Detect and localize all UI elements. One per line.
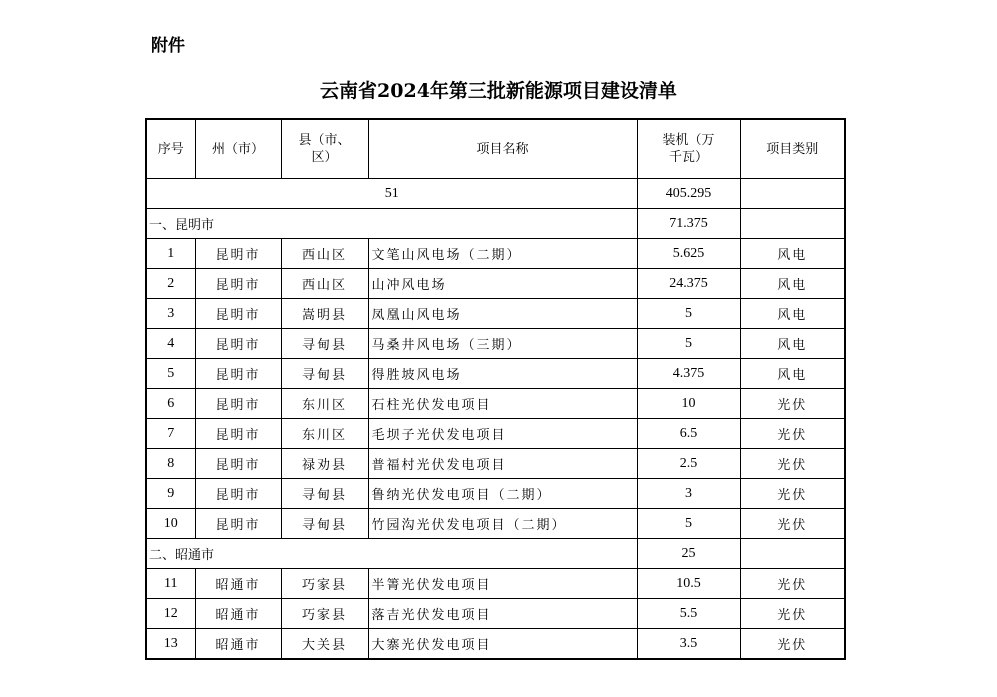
- row-county: 西山区: [281, 269, 368, 299]
- row-index: 10: [146, 509, 195, 539]
- row-category: 光伏: [740, 419, 845, 449]
- project-table: [145, 118, 846, 660]
- row-category: 光伏: [740, 449, 845, 479]
- row-project-name: 竹园沟光伏发电项目（二期）: [368, 509, 637, 539]
- header-category: 项目类别: [740, 119, 845, 179]
- row-index: 12: [146, 599, 195, 629]
- table-row: [146, 239, 845, 269]
- row-capacity: 5.5: [637, 599, 740, 629]
- row-category: 光伏: [740, 479, 845, 509]
- table-row: [146, 479, 845, 509]
- row-category: 光伏: [740, 629, 845, 660]
- row-project-name: 落吉光伏发电项目: [368, 599, 637, 629]
- row-index: 11: [146, 569, 195, 599]
- row-county: 巧家县: [281, 599, 368, 629]
- row-capacity: 10.5: [637, 569, 740, 599]
- row-capacity: 5: [637, 329, 740, 359]
- table-row: [146, 269, 845, 299]
- row-capacity: 6.5: [637, 419, 740, 449]
- table-row: [146, 629, 845, 660]
- table-row: [146, 329, 845, 359]
- row-county: 大关县: [281, 629, 368, 660]
- row-county: 巧家县: [281, 569, 368, 599]
- row-prefecture: 昆明市: [195, 419, 281, 449]
- section-row: [146, 209, 845, 239]
- row-project-name: 山冲风电场: [368, 269, 637, 299]
- row-index: 7: [146, 419, 195, 449]
- row-index: 2: [146, 269, 195, 299]
- row-index: 9: [146, 479, 195, 509]
- table-row: [146, 389, 845, 419]
- row-project-name: 半箐光伏发电项目: [368, 569, 637, 599]
- header-prefecture: 州（市）: [195, 119, 281, 179]
- table-row: [146, 569, 845, 599]
- row-capacity: 4.375: [637, 359, 740, 389]
- row-category: 风电: [740, 359, 845, 389]
- row-county: 东川区: [281, 419, 368, 449]
- row-project-name: 凤凰山风电场: [368, 299, 637, 329]
- row-category: 风电: [740, 299, 845, 329]
- row-index: 1: [146, 239, 195, 269]
- row-index: 3: [146, 299, 195, 329]
- row-capacity: 24.375: [637, 269, 740, 299]
- row-county: 禄劝县: [281, 449, 368, 479]
- header-county: 县（市、区）: [281, 119, 368, 179]
- row-project-name: 马桑井风电场（三期）: [368, 329, 637, 359]
- header-capacity: 装机（万千瓦）: [637, 119, 740, 179]
- total-category: [740, 179, 845, 209]
- row-prefecture: 昆明市: [195, 359, 281, 389]
- table-row: [146, 299, 845, 329]
- row-prefecture: 昭通市: [195, 629, 281, 660]
- row-prefecture: 昭通市: [195, 599, 281, 629]
- row-category: 风电: [740, 329, 845, 359]
- section-category: [740, 539, 845, 569]
- table-row: [146, 509, 845, 539]
- row-index: 5: [146, 359, 195, 389]
- section-category: [740, 209, 845, 239]
- row-county: 寻甸县: [281, 359, 368, 389]
- section-row: [146, 539, 845, 569]
- row-index: 13: [146, 629, 195, 660]
- row-county: 寻甸县: [281, 329, 368, 359]
- document-title: 云南省2024年第三批新能源项目建设清单: [320, 80, 677, 102]
- row-capacity: 5.625: [637, 239, 740, 269]
- row-index: 8: [146, 449, 195, 479]
- row-index: 4: [146, 329, 195, 359]
- row-county: 寻甸县: [281, 479, 368, 509]
- row-category: 光伏: [740, 599, 845, 629]
- row-project-name: 毛坝子光伏发电项目: [368, 419, 637, 449]
- row-category: 风电: [740, 269, 845, 299]
- row-category: 光伏: [740, 569, 845, 599]
- section-capacity: 25: [637, 539, 740, 569]
- row-project-name: 石柱光伏发电项目: [368, 389, 637, 419]
- row-county: 寻甸县: [281, 509, 368, 539]
- total-count: 51: [146, 179, 637, 209]
- row-category: 光伏: [740, 389, 845, 419]
- table-row: [146, 419, 845, 449]
- row-county: 嵩明县: [281, 299, 368, 329]
- section-name: 二、昭通市: [146, 539, 637, 569]
- row-capacity: 2.5: [637, 449, 740, 479]
- attachment-label: 附件: [151, 36, 185, 56]
- row-prefecture: 昆明市: [195, 479, 281, 509]
- row-capacity: 5: [637, 509, 740, 539]
- row-county: 西山区: [281, 239, 368, 269]
- row-capacity: 10: [637, 389, 740, 419]
- row-prefecture: 昆明市: [195, 329, 281, 359]
- row-capacity: 3.5: [637, 629, 740, 660]
- row-prefecture: 昆明市: [195, 239, 281, 269]
- row-prefecture: 昭通市: [195, 569, 281, 599]
- row-category: 风电: [740, 239, 845, 269]
- row-project-name: 普福村光伏发电项目: [368, 449, 637, 479]
- row-project-name: 得胜坡风电场: [368, 359, 637, 389]
- row-project-name: 鲁纳光伏发电项目（二期）: [368, 479, 637, 509]
- row-index: 6: [146, 389, 195, 419]
- header-index: 序号: [146, 119, 195, 179]
- row-project-name: 大寨光伏发电项目: [368, 629, 637, 660]
- table-row: [146, 359, 845, 389]
- section-name: 一、昆明市: [146, 209, 637, 239]
- header-project-name: 项目名称: [368, 119, 637, 179]
- header-row: [146, 119, 845, 179]
- row-prefecture: 昆明市: [195, 269, 281, 299]
- row-prefecture: 昆明市: [195, 449, 281, 479]
- row-prefecture: 昆明市: [195, 299, 281, 329]
- row-prefecture: 昆明市: [195, 389, 281, 419]
- row-capacity: 5: [637, 299, 740, 329]
- table-row: [146, 449, 845, 479]
- section-capacity: 71.375: [637, 209, 740, 239]
- row-capacity: 3: [637, 479, 740, 509]
- row-project-name: 文笔山风电场（二期）: [368, 239, 637, 269]
- row-category: 光伏: [740, 509, 845, 539]
- total-row: [146, 179, 845, 209]
- row-prefecture: 昆明市: [195, 509, 281, 539]
- table-row: [146, 599, 845, 629]
- total-capacity: 405.295: [637, 179, 740, 209]
- row-county: 东川区: [281, 389, 368, 419]
